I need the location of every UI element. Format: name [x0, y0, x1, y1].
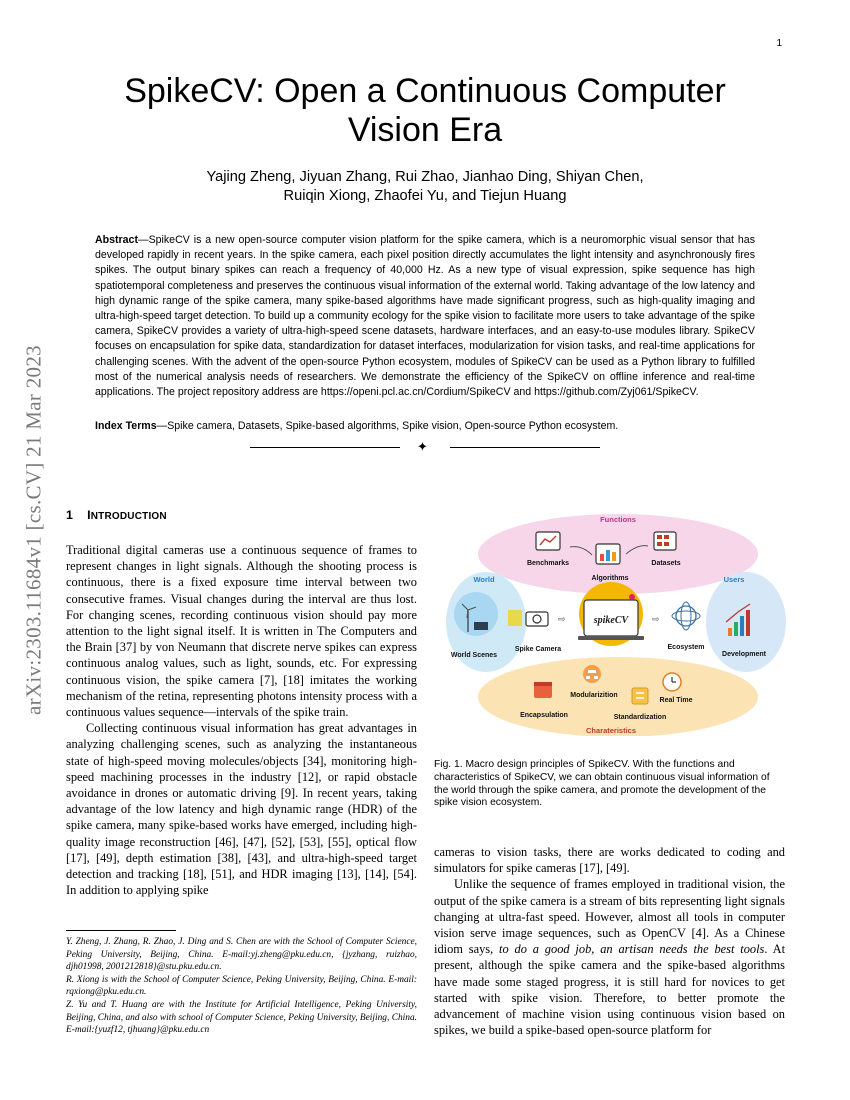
datasets-label: Datasets — [651, 560, 681, 567]
spike-camera-label: Spike Camera — [514, 646, 562, 653]
figure-1-diagram — [446, 512, 786, 736]
chinese-idiom: to do a good job, an artisan needs the best tools — [499, 942, 765, 957]
right-paragraph-1: cameras to vision tasks, there are works dedicated to coding and simulators for spike cameras [17], [49]. — [434, 845, 785, 876]
arxiv-watermark — [14, 290, 54, 770]
index-terms-label: Index Terms — [95, 420, 157, 432]
authors-line-2: Ruiqin Xiong, Zhaofei Yu, and Tiejun Huang — [283, 188, 567, 204]
paper-title: SpikeCV: Open a Continuous Computer Vision Era — [124, 72, 726, 149]
index-terms — [95, 419, 755, 434]
footnote-2: R. Xiong is with the School of Computer Science, Peking University, Beijing, China. E-mail: rqxiong@pku.edu.cn. — [66, 974, 417, 998]
footnote-3: Z. Yu and T. Huang are with the Institute for Artificial Intelligence, Peking University, Beijing, China, and also with school of Computer Science, Peking University, Beijing, China. E-mail:{yuzf12, tjhuang}@pku.edu.cn — [66, 999, 417, 1036]
spikecv-logo-text: spikeCV — [593, 615, 629, 626]
real-time-icon — [663, 673, 681, 691]
world-scenes-icon — [454, 592, 498, 636]
world-title: World — [473, 575, 495, 584]
arrow-camera-logo: ⇨ — [558, 614, 566, 624]
section-number: 1 — [66, 508, 74, 522]
modularization-label: Modularizition — [570, 692, 618, 699]
standardization-icon — [632, 688, 648, 704]
modularization-icon — [583, 665, 601, 683]
spike-camera-icon — [508, 610, 548, 626]
right-paragraph-2-end: . At present, although the spike camera and the spike-based algorithms have made some staged progress, it is still hard for novices to get started with spike vision. Therefore, to better promote the advancement of machine vision using continuous vision based on spikes, we build a spike-based open-source platform for — [434, 942, 786, 1038]
datasets-icon — [654, 532, 676, 550]
characteristics-title: Charateristics — [585, 726, 637, 735]
benchmarks-label: Benchmarks — [526, 560, 570, 567]
divider-line-left — [250, 447, 400, 448]
footnote-rule — [66, 930, 176, 931]
ecosystem-label: Ecosystem — [667, 644, 705, 651]
users-title: Users — [723, 575, 745, 584]
benchmarks-icon — [536, 532, 560, 550]
section-title-rest: NTRODUCTION — [90, 511, 167, 522]
intro-paragraph-2: Collecting continuous visual information has great advantages in analyzing challenging scenes, such as analyzing the instantaneous state of high-speed moving molecules/objects [34], monitoring high-speed machining processes in the industry [12], or rapid obstacle avoidance in drones or automatic driving [9]. In recent years, taking advantage of the low latency and high dynamic range (HDR) of the spike camera, many spike-based works have emerged, including high-quality image reconstruction [46], [47], [52], [53], [55], optical flow [17], [49], depth estimation [38], [43], and ultra-high-speed target detection and tracking [18], [51], and HDR imaging [13], [14], [54]. In addition to applying spike — [66, 721, 417, 898]
intro-paragraph-1: Traditional digital cameras use a continuous sequence of frames to represent changes in light signals. Although the shooting process is continuous, there is a fixed exposure time interval between two consecutive frames. Visual changes during the interval are thus lost. For changing scenes, recording continuous vision should pay more attention to the light signal itself. It is written in The Computers and the Brain [37] by von Neumann that discrete nerve spikes can express continuous analog values, such as light, sounds, etc. For expressing continuous vision, the spike camera [7], [18] imitates the working mechanism of the retina, representing photons intensity process with a continuous values sequence—intervals of the spike train. — [66, 543, 417, 720]
real-time-label: Real Time — [659, 697, 693, 704]
algorithms-label: Algorithms — [591, 575, 629, 582]
intro-body — [66, 542, 417, 898]
arrow-logo-ecosystem: ⇨ — [652, 614, 660, 624]
section-title-initial: I — [87, 508, 91, 522]
author-list — [120, 168, 730, 206]
right-paragraph-2-start: Unlike the sequence of frames employed in traditional vision, the output of the spike camera is a stream of bits representing light signals changing at ultra-fast speed. However, almost all tools in computer vision serve image sequences, such as OpenCV [4]. As a Chinese idiom says, — [434, 877, 785, 957]
abstract-text: —SpikeCV is a new open-source computer vision platform for the spike camera, which is a neuromorphic visual sensor that has developed rapidly in recent years. In the spike camera, each pixel position directly accumulates the light intensity and asynchronously fires spikes. The output binary spikes can reach a frequency of 40,000 Hz. As a new type of visual expression, spike sequence has high spatiotemporal completeness and preserves the continuous visual information of the external world. Taking advantage of the low latency and high dynamic range of the spike camera, many spike-based algorithms have made significant progress, such as high-quality imaging and ultra-high-speed target detection. To build up a community ecology for the spike vision to facilitate more users to take advantage of the spike camera, SpikeCV provides a variety of ultra-high-speed scene datasets, hardware interfaces, and an easy-to-use modules library. SpikeCV focuses on encapsulation for spike data, standardization for dataset interfaces, modularization for vision tasks, and real-time applications for challenging scenes. With the advent of the open-source Python ecosystem, modules of SpikeCV can be used as a Python library to fulfilled most of the numerical analysis needs of researchers. We demonstrate the efficiency of the SpikeCV on offline inference and real-time applications. The project repository address are https://openi.pcl.ac.cn/Cordium/SpikeCV and https://github.com/Zyj061/SpikeCV. — [95, 234, 755, 399]
ecosystem-icon — [672, 602, 700, 630]
development-label: Development — [722, 651, 766, 658]
standardization-label: Standardization — [613, 714, 667, 721]
characteristics-blob — [478, 657, 758, 736]
authors-line-1: Yajing Zheng, Jiyuan Zhang, Rui Zhao, Jianhao Ding, Shiyan Chen, — [206, 169, 644, 185]
section-divider — [250, 440, 600, 454]
abstract — [95, 233, 755, 400]
footnote-1: Y. Zheng, J. Zhang, R. Zhao, J. Ding and S. Chen are with the School of Computer Science, Peking University, Beijing, China. E-mail:yj.zheng@pku.edu.cn, {jyzhang, ruizhao, djh01998, 2001212818}@stu.pku.edu.cn. — [66, 937, 417, 973]
figure-1-caption: Fig. 1. Macro design principles of SpikeCV. With the functions and characteristics of SpikeCV, we can obtain continuous visual information of the world through the spike camera, and promote the development of the spike vision ecosystem. — [434, 759, 770, 809]
right-column-body — [434, 844, 785, 1038]
page-number: 1 — [776, 38, 782, 49]
footnotes — [66, 936, 417, 1037]
abstract-label: Abstract — [95, 234, 138, 246]
algorithms-icon — [596, 544, 620, 564]
index-terms-text: —Spike camera, Datasets, Spike-based algorithms, Spike vision, Open-source Python ecosystem. — [156, 420, 619, 432]
right-paragraph-2 — [434, 876, 785, 1038]
arxiv-id-text: arXiv:2303.11684v1 [cs.CV] 21 Mar 2023 — [21, 345, 46, 715]
world-scenes-label: World Scenes — [450, 652, 498, 659]
divider-line-right — [450, 447, 600, 448]
functions-title: Functions — [600, 515, 636, 524]
encapsulation-icon — [534, 682, 552, 698]
divider-diamond-icon: ✦ — [417, 439, 428, 454]
encapsulation-label: Encapsulation — [520, 712, 568, 719]
section-heading — [66, 508, 167, 522]
